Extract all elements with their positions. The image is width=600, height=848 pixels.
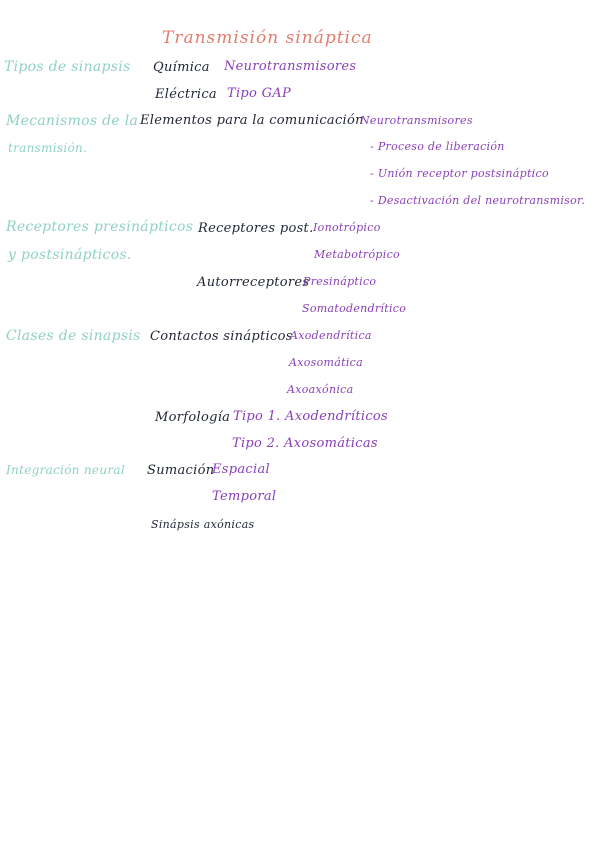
label-morfologia: Morfología bbox=[155, 410, 231, 425]
value-axoaxonica: Axoaxónica bbox=[287, 383, 354, 396]
label-elementos: Elementos para la comunicación bbox=[140, 113, 364, 128]
value-elementos: Neurotransmisores bbox=[360, 114, 473, 127]
value-electrica: Tipo GAP bbox=[227, 86, 292, 101]
value-somatodendritico: Somatodendrítico bbox=[302, 302, 407, 315]
value-tipo1: Tipo 1. Axodendríticos bbox=[233, 409, 389, 424]
label-electrica: Eléctrica bbox=[155, 87, 217, 102]
list-item: - Desactivación del neurotransmisor. bbox=[370, 194, 586, 207]
list-item: - Unión receptor postsináptico bbox=[370, 167, 549, 180]
heading-clases: Clases de sinapsis bbox=[6, 328, 141, 344]
value-ionotropico: Ionotrópico bbox=[313, 221, 381, 234]
label-sumacion: Sumación bbox=[147, 463, 215, 478]
label-autorreceptores: Autorreceptores bbox=[197, 275, 310, 290]
label-sinapsis-axonicas: Sinápsis axónicas bbox=[151, 518, 255, 531]
heading-integracion: Integración neural bbox=[6, 463, 125, 477]
heading-mecanismos-2: transmisión. bbox=[8, 141, 88, 155]
value-axosomatica: Axosomática bbox=[289, 356, 363, 369]
heading-receptores-1: Receptores presinápticos bbox=[6, 219, 194, 235]
list-item: - Proceso de liberación bbox=[370, 140, 505, 153]
value-metabotropico: Metabotrópico bbox=[314, 248, 400, 261]
page-title: Transmisión sináptica bbox=[162, 28, 373, 48]
heading-mecanismos-1: Mecanismos de la bbox=[6, 113, 139, 129]
value-temporal: Temporal bbox=[212, 489, 277, 504]
value-quimica: Neurotransmisores bbox=[224, 59, 357, 74]
heading-tipos: Tipos de sinapsis bbox=[4, 59, 131, 75]
value-axodendritica: Axodendrítica bbox=[290, 329, 372, 342]
label-quimica: Química bbox=[153, 60, 210, 75]
value-presinaptico: Presináptico bbox=[303, 275, 377, 288]
value-espacial: Espacial bbox=[212, 462, 270, 477]
label-receptores-post: Receptores post. bbox=[198, 221, 314, 236]
value-tipo2: Tipo 2. Axosomáticas bbox=[232, 436, 378, 451]
label-contactos: Contactos sinápticos bbox=[150, 329, 293, 344]
heading-receptores-2: y postsinápticos. bbox=[8, 247, 132, 263]
